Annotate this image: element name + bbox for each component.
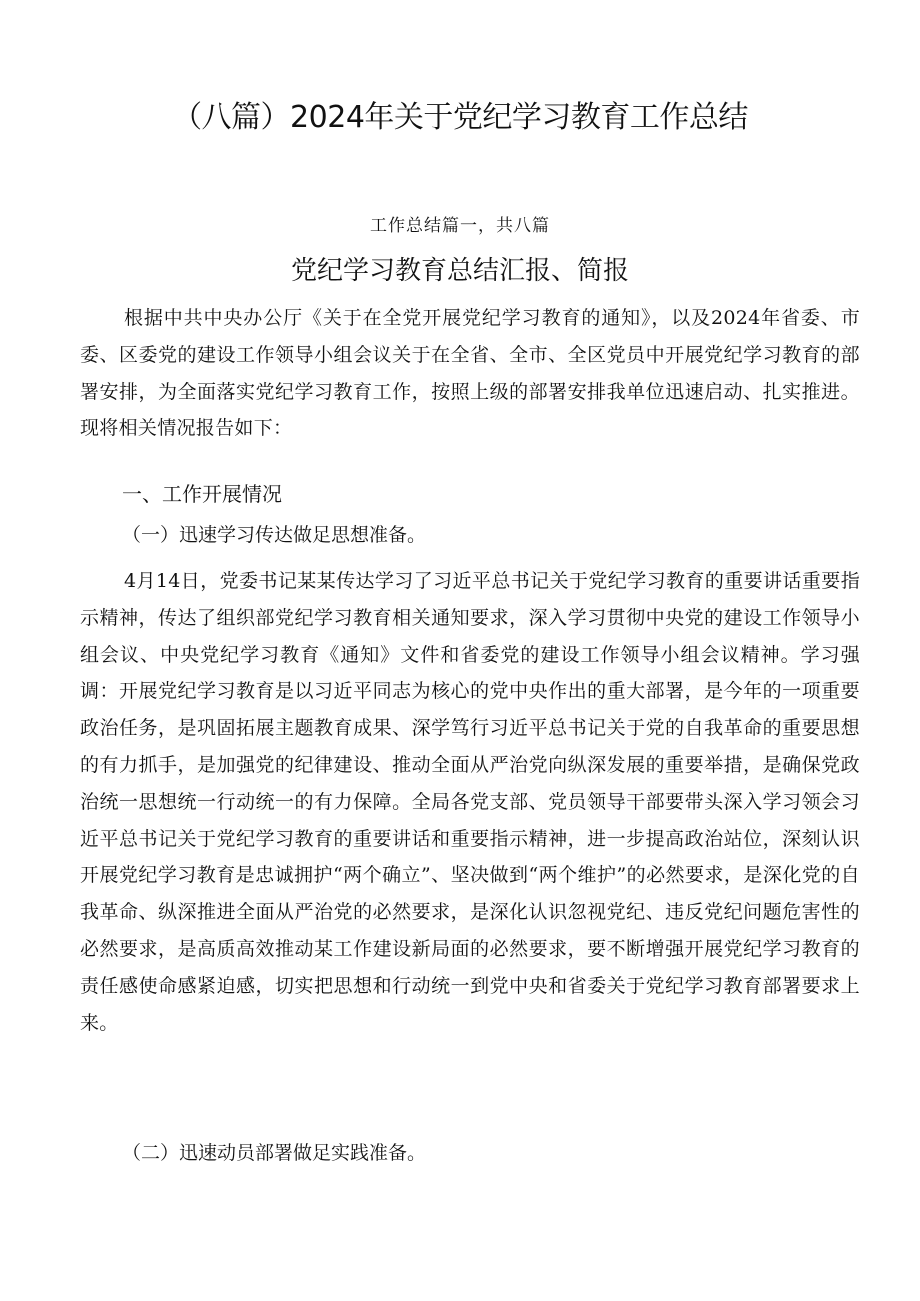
subheading-study-preparation: （一）迅速学习传达做足思想准备。	[122, 524, 427, 546]
main-paragraph: 4月14日，党委书记某某传达学习了习近平总书记关于党纪学习教育的重要讲话重要指示精神，传达了组织部党纪学习教育相关通知要求，深入学习贯彻中央党的建设工作领导小组会议、中央党纪学习教育《通知》文件和省委党的建设工作领导小组会议精神。学习强调：开展党纪学习教育是以习近平同志为核心的党中央作出的重大部署，是今年的一项重要政治任务，是巩固拓展主题教育成果、深学笃行习近平总书记关于党的自我革命的重要思想的有力抓手，是加强党的纪律建设、推动全面从严治党向纵深发展的重要举措，是确保党政治统一思想统一行动统一的有力保障。全局各党支部、党员领导干部要带头深入学习领会习近平总书记关于党纪学习教育的重要讲话和重要指示精神，进一步提高政治站位，深刻认识开展党纪学习教育是忠诚拥护“两个确立”、坚决做到“两个维护”的必然要求，是深化党的自我革命、纵深推进全面从严治党的必然要求，是深化认识忽视党纪、违反党纪问题危害性的必然要求，是高质高效推动某工作建设新局面的必然要求，要不断增强开展党纪学习教育的责任感使命感紧迫感，切实把思想和行动统一到党中央和省委关于党纪学习教育部署要求上来。	[80, 570, 860, 1034]
report-title: 党纪学习教育总结汇报、简报	[290, 256, 629, 286]
intro-paragraph: 根据中共中央办公厅《关于在全党开展党纪学习教育的通知》，以及2024年省委、市委、区委党的建设工作领导小组会议关于在全省、全市、全区党员中开展党纪学习教育的部署安排，为全面落实党纪学习教育工作，按照上级的部署安排我单位迅速启动、扎实推进。现将相关情况报告如下：	[80, 307, 860, 440]
subheading-practice-preparation: （二）迅速动员部署做足实践准备。	[122, 1142, 427, 1164]
document-title: （八篇）2024年关于党纪学习教育工作总结	[172, 100, 748, 135]
section-heading-work-status: 一、工作开展情况	[122, 482, 282, 506]
section-caption: 工作总结篇一，共八篇	[370, 216, 550, 236]
